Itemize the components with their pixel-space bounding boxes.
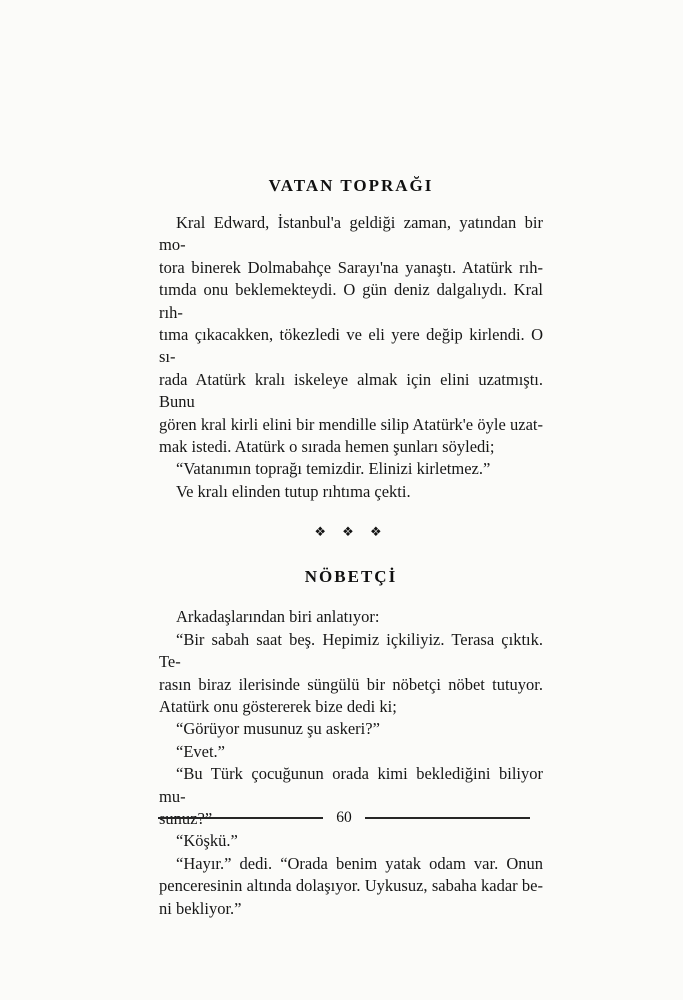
text-line: penceresinin altında dolaşıyor. Uykusuz, sabaha kadar be- xyxy=(159,876,543,896)
text-line: Ve kralı elinden tutup rıhtıma çekti. xyxy=(176,481,411,501)
text-line: “Bu Türk çocuğunun orada kimi beklediğini biliyor mu- xyxy=(159,764,543,806)
story-body-vatan-topragi xyxy=(159,212,543,503)
dialogue-paragraph xyxy=(159,741,543,763)
text-line: “Hayır.” dedi. “Orada benim yatak odam var. Onun xyxy=(176,853,543,873)
footer-rule-right xyxy=(365,817,530,819)
text-line: gören kral kirli elini bir mendille silip Atatürk'e öyle uzat- xyxy=(159,414,543,434)
paragraph xyxy=(159,212,543,458)
text-line: rada Atatürk kralı iskeleye almak için elini uzatmıştı. Bunu xyxy=(159,369,543,412)
text-line: Arkadaşlarından biri anlatıyor: xyxy=(176,607,380,627)
story-body-nobetci xyxy=(159,606,543,920)
story-title-vatan-topragi: VATAN TOPRAĞI xyxy=(268,176,434,195)
page-number: 60 xyxy=(336,809,352,826)
paragraph xyxy=(159,629,543,719)
text-line: rasın biraz ilerisinde süngülü bir nöbetçi nöbet tutuyor. xyxy=(159,674,543,694)
text-line: Atatürk onu göstererek bize dedi ki; xyxy=(159,696,397,716)
text-line: “Evet.” xyxy=(176,741,226,761)
dialogue-paragraph xyxy=(159,853,543,920)
text-line: tımda onu beklemekteydi. O gün deniz dalgalıydı. Kral rıh- xyxy=(159,280,543,322)
footer-rule-left xyxy=(158,817,323,819)
dialogue-paragraph xyxy=(159,830,543,852)
section-separator-ornament: ❖ ❖ ❖ xyxy=(314,525,388,541)
text-line: Kral Edward, İstanbul'a geldiği zaman, yatından bir mo- xyxy=(159,213,543,255)
text-line: “Vatanımın toprağı temizdir. Elinizi kirletmez.” xyxy=(176,459,491,479)
text-line: tıma çıkacakken, tökezledi ve eli yere değip kirlendi. O sı- xyxy=(159,325,543,367)
dialogue-paragraph xyxy=(159,458,543,480)
text-line: “Köşkü.” xyxy=(176,831,238,851)
paragraph xyxy=(159,481,543,503)
text-line: “Görüyor musunuz şu askeri?” xyxy=(176,719,380,739)
text-line: “Bir sabah saat beş. Hepimiz içkiliyiz. Terasa çıktık. Te- xyxy=(159,629,543,672)
page-content xyxy=(159,0,543,920)
paragraph xyxy=(159,606,543,628)
text-line: ni bekliyor.” xyxy=(159,898,242,918)
text-line: tora binerek Dolmabahçe Sarayı'na yanaştı. Atatürk rıh- xyxy=(159,257,543,277)
dialogue-paragraph xyxy=(159,718,543,740)
page-footer xyxy=(158,806,530,830)
text-line: mak istedi. Atatürk o sırada hemen şunları söyledi; xyxy=(159,437,495,457)
story-title-nobetci: NÖBETÇİ xyxy=(304,567,398,587)
